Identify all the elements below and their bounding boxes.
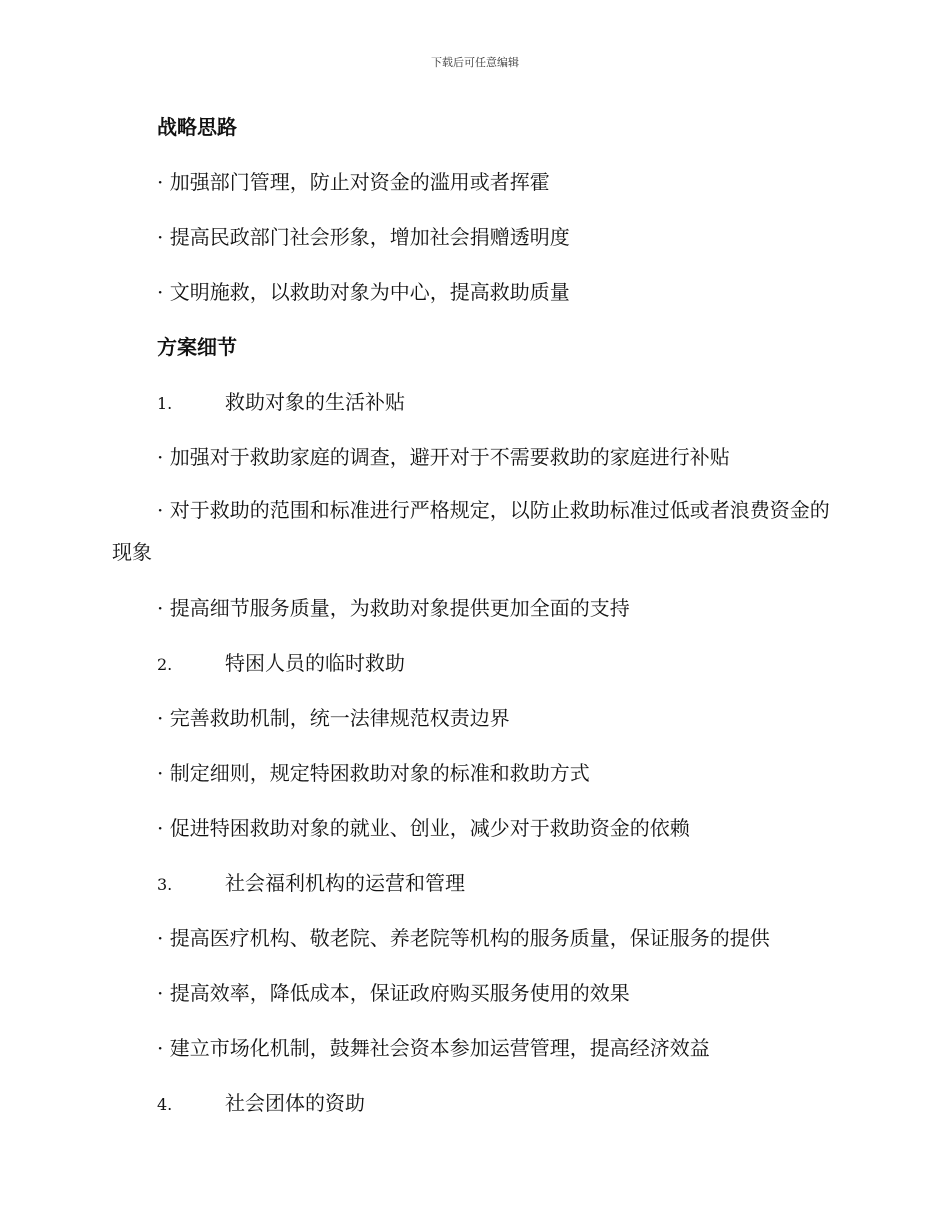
section-heading-plan-details: 方案细节 xyxy=(157,335,237,359)
page-header: 下载后可任意编辑 xyxy=(431,56,519,69)
bullet-item: · 完善救助机制，统一法律规范权责边界 xyxy=(157,706,510,730)
bullet-item: · 文明施救，以救助对象为中心，提高救助质量 xyxy=(157,280,570,304)
bullet-item: · 制定细则，规定特困救助对象的标准和救助方式 xyxy=(157,761,590,785)
item-title: 社会福利机构的运营和管理 xyxy=(225,871,465,895)
bullet-item: · 提高医疗机构、敬老院、养老院等机构的服务质量，保证服务的提供 xyxy=(157,926,770,950)
item-number: 4. xyxy=(157,1095,173,1114)
bullet-item: · 提高效率，降低成本，保证政府购买服务使用的效果 xyxy=(157,981,630,1005)
numbered-item-1 xyxy=(157,389,405,417)
bullet-item: · 提高民政部门社会形象，增加社会捐赠透明度 xyxy=(157,225,570,249)
bullet-item: · 建立市场化机制，鼓舞社会资本参加运营管理，提高经济效益 xyxy=(157,1036,710,1060)
bullet-item: · 加强对于救助家庭的调查，避开对于不需要救助的家庭进行补贴 xyxy=(157,445,730,469)
item-title: 救助对象的生活补贴 xyxy=(225,390,405,414)
bullet-item: · 促进特困救助对象的就业、创业，减少对于救助资金的依赖 xyxy=(157,816,690,840)
section-heading-strategy: 战略思路 xyxy=(157,115,237,139)
item-title: 社会团体的资助 xyxy=(225,1091,365,1115)
item-number: 1. xyxy=(157,394,173,413)
item-title: 特困人员的临时救助 xyxy=(225,651,405,675)
bullet-item: · 提高细节服务质量，为救助对象提供更加全面的支持 xyxy=(157,596,630,620)
bullet-item: · 加强部门管理，防止对资金的滥用或者挥霍 xyxy=(157,170,550,194)
numbered-item-3 xyxy=(157,870,465,898)
bullet-item-wrapped: · 对于救助的范围和标准进行严格规定，以防止救助标准过低或者浪费资金的现象 xyxy=(112,498,830,564)
numbered-item-2 xyxy=(157,650,405,678)
item-number: 3. xyxy=(157,875,173,894)
item-number: 2. xyxy=(157,655,173,674)
numbered-item-4 xyxy=(157,1090,365,1118)
